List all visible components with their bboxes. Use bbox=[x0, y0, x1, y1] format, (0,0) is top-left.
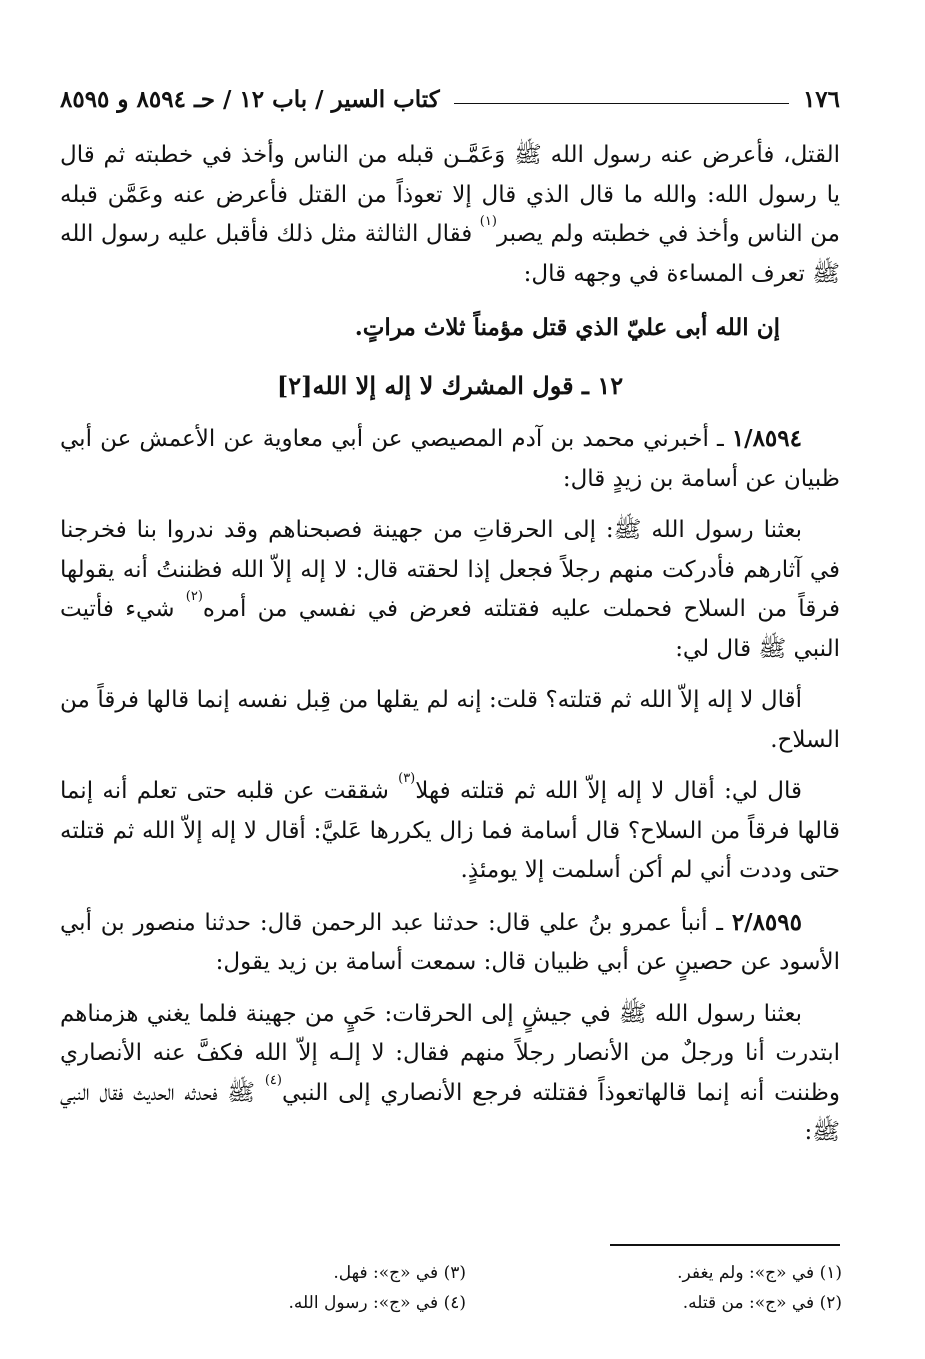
page bbox=[60, 80, 840, 1165]
running-title: كتاب السير / باب ١٢ / حـ ٨٥٩٤ و ٨٥٩٥ bbox=[60, 85, 440, 113]
page-header bbox=[60, 80, 840, 118]
footnote: (١) في «ج»: ولم يغفر. bbox=[677, 1263, 842, 1283]
paragraph: قال لي: أقال لا إله إلاّ الله ثم قتلته فهلا$^{(٣)}$ شققت عن قلبه حتى تعلم أنه إنما قالها فرقاً من السلاح؟ قال أسامة فما زال يكررها عَليَّ: أقال لا إله إلاّ الله ثم قتلته حتى وددت أني لم أكن أسلمت إلا يومئذٍ. bbox=[60, 771, 840, 883]
hadith-number: ٢/٨٥٩٥ bbox=[731, 908, 802, 936]
footnote: (٣) في «ج»: فهل. bbox=[333, 1263, 466, 1283]
hadith-paragraph: ٢/٨٥٩٥ ـ أنبأ عمرو بنُ علي قال: حدثنا عبد الرحمن قال: حدثنا منصور بن أبي الأسود عن حصينٍ عن أبي ظبيان قال: سمعت أسامة بن زيد يقول: bbox=[60, 908, 840, 975]
footnote-ref: (١) bbox=[479, 214, 497, 229]
paragraph: بعثنا رسول الله ﷺ: إلى الحرقاتِ من جهينة فصبحناهم وقد ندروا بنا فخرجنا في آثارهم فأدركت منهم رجلاً فجعل إذا لحقته قال: لا إله إلاّ الله فظننتُ أنه يقولها فرقاً من السلاح فحملت عليه فقتلته فعرض في نفسي من أمره$^{(٢)}$ شيء فأتيت النبي ﷺ قال لي: bbox=[60, 517, 840, 662]
hadith-paragraph: ١/٨٥٩٤ ـ أخبرني محمد بن آدم المصيصي عن أبي معاوية عن الأعمش عن أبي ظبيان عن أسامة بن زيدٍ قال: bbox=[60, 425, 840, 492]
hadith-number: ١/٨٥٩٤ bbox=[731, 425, 802, 452]
footnote-ref: (٢) bbox=[185, 589, 203, 604]
footnote: (٤) في «ج»: رسول الله. bbox=[288, 1293, 466, 1313]
paragraph: بعثنا رسول الله ﷺ في جيشٍ إلى الحرقات: حَيٍ من جهينة فلما يغني هزمناهم ابتدرت أنا ورجلٌ من الأنصار رجلاً منهم فقال: لا إلـه إلاّ الله فكفَّ عنه الأنصاري وظننت أنه إنما قالهاتعوذاً فقتلته فرجع الأنصاري إلى النبي$^{(٤)}$ ﷺ فحدثه الحديث فقال النبي ﷺ: bbox=[60, 1000, 840, 1145]
footnote: (٢) في «ج»: من قتله. bbox=[682, 1293, 842, 1313]
page-number: ١٧٦ bbox=[802, 85, 840, 113]
footnote-ref: (٣) bbox=[398, 771, 416, 786]
section-title: ١٢ ـ قول المشرك لا إله إلا الله[٢] bbox=[276, 370, 624, 400]
body-text bbox=[60, 136, 840, 1153]
footnote-separator bbox=[610, 1244, 840, 1246]
footnote-ref: (٤) bbox=[264, 1072, 282, 1088]
header-rule bbox=[454, 103, 789, 104]
paragraph: أقال لا إله إلاّ الله ثم قتلته؟ قلت: إنه لم يقلها من قِبل نفسه إنما قالها فرقاً من السلاح. bbox=[60, 687, 840, 753]
paragraph: القتل، فأعرض عنه رسول الله ﷺ وَعَمَّـن قبله من الناس وأخذ في خطبته ثم قال يا رسول الله: والله ما قال الذي قال إلا تعوذاً من القتل فأعرض عنه وعَمَّن قبله من الناس وأخذ في خطبته ولم يصبر$^{(١)}$ فقال الثالثة مثل ذلك فأقبل عليه رسول الله ﷺ تعرف المساءة في وجهه قال: bbox=[60, 142, 841, 287]
quote: إن الله أبى عليّ الذي قتل مؤمناً ثلاث مراتٍ. bbox=[354, 314, 780, 341]
footnotes bbox=[130, 1258, 842, 1318]
